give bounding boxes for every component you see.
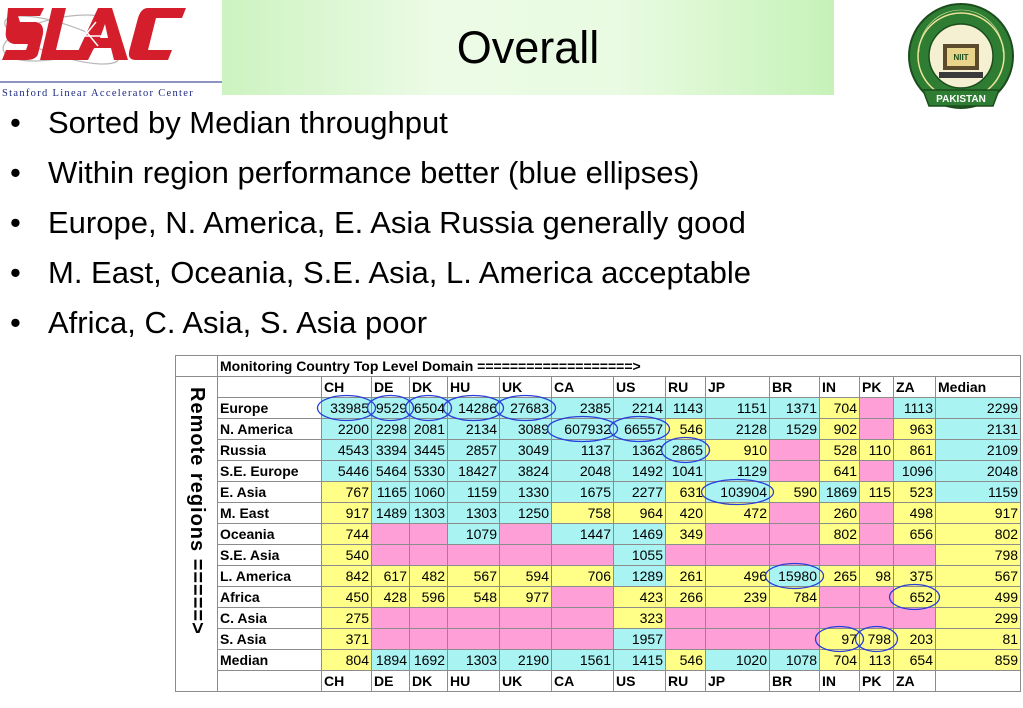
table-cell: 66557 xyxy=(614,419,666,440)
table-cell xyxy=(500,608,552,629)
table-cell: 1330 xyxy=(500,482,552,503)
table-cell: 1250 xyxy=(500,503,552,524)
table-cell: 3394 xyxy=(372,440,410,461)
bullet-text: M. East, Oceania, S.E. Asia, L. America acceptable xyxy=(48,255,752,290)
table-cell: 652 xyxy=(894,587,936,608)
table-cell: 523 xyxy=(894,482,936,503)
table-row xyxy=(176,545,1021,566)
table-cell: 964 xyxy=(614,503,666,524)
table-cell: 2048 xyxy=(552,461,614,482)
bullet-text: Africa, C. Asia, S. Asia poor xyxy=(48,305,428,340)
table-cell xyxy=(860,608,894,629)
table-cell: 977 xyxy=(500,587,552,608)
bullet-item xyxy=(8,148,751,198)
table-cell: 917 xyxy=(936,503,1021,524)
table-row xyxy=(176,440,1021,461)
region-label: E. Asia xyxy=(218,482,322,503)
region-label: Oceania xyxy=(218,524,322,545)
column-header: UK xyxy=(500,377,552,398)
table-row xyxy=(176,587,1021,608)
table-cell: 5446 xyxy=(322,461,372,482)
table-cell: 15980 xyxy=(770,566,820,587)
bottom-column-header: US xyxy=(614,671,666,692)
table-cell: 2299 xyxy=(936,398,1021,419)
table-row xyxy=(176,650,1021,671)
table-row xyxy=(176,482,1021,503)
table-cell xyxy=(410,545,448,566)
bottom-column-header: HU xyxy=(448,671,500,692)
table-cell xyxy=(666,608,706,629)
table-cell: 265 xyxy=(820,566,860,587)
table-cell: 18427 xyxy=(448,461,500,482)
table-cell xyxy=(410,524,448,545)
table-cell: 1060 xyxy=(410,482,448,503)
table-cell: 594 xyxy=(500,566,552,587)
table-cell: 596 xyxy=(410,587,448,608)
table-cell xyxy=(860,587,894,608)
column-header: IN xyxy=(820,377,860,398)
throughput-table xyxy=(175,355,1021,692)
table-cell: 266 xyxy=(666,587,706,608)
table-cell: 5464 xyxy=(372,461,410,482)
bullet-glyph: • xyxy=(10,205,21,240)
bullet-glyph: • xyxy=(10,255,21,290)
table-cell: 1159 xyxy=(448,482,500,503)
table-cell: 607932 xyxy=(552,419,614,440)
bullet-text: Europe, N. America, E. Asia Russia generally good xyxy=(48,205,746,240)
table-cell: 567 xyxy=(448,566,500,587)
region-label: Russia xyxy=(218,440,322,461)
table-cell: 567 xyxy=(936,566,1021,587)
table-cell: 1529 xyxy=(770,419,820,440)
column-header: US xyxy=(614,377,666,398)
bottom-row-corner xyxy=(218,671,322,692)
table-cell xyxy=(552,608,614,629)
table-cell: 260 xyxy=(820,503,860,524)
table-cell: 375 xyxy=(894,566,936,587)
region-label: Median xyxy=(218,650,322,671)
table-cell: 9529 xyxy=(372,398,410,419)
table-cell: 1129 xyxy=(706,461,770,482)
table-row xyxy=(176,608,1021,629)
table-cell: 2298 xyxy=(372,419,410,440)
table-cell: 1371 xyxy=(770,398,820,419)
table-cell: 2865 xyxy=(666,440,706,461)
table-cell: 1137 xyxy=(552,440,614,461)
table-cell: 423 xyxy=(614,587,666,608)
table-cell: 1469 xyxy=(614,524,666,545)
table-cell: 2048 xyxy=(936,461,1021,482)
table-cell: 110 xyxy=(860,440,894,461)
table-cell: 1894 xyxy=(372,650,410,671)
bullet-item xyxy=(8,298,751,348)
table-cell xyxy=(820,608,860,629)
table-cell: 5330 xyxy=(410,461,448,482)
table-cell: 641 xyxy=(820,461,860,482)
table-cell: 450 xyxy=(322,587,372,608)
table-cell: 1143 xyxy=(666,398,706,419)
table-cell xyxy=(500,524,552,545)
table-cell: 1957 xyxy=(614,629,666,650)
table-row xyxy=(176,398,1021,419)
table-cell: 1869 xyxy=(820,482,860,503)
table-cell: 6504 xyxy=(410,398,448,419)
column-header: CA xyxy=(552,377,614,398)
table-cell: 617 xyxy=(372,566,410,587)
bullet-text: Sorted by Median throughput xyxy=(48,105,448,140)
table-cell: 498 xyxy=(894,503,936,524)
bullet-glyph: • xyxy=(10,305,21,340)
column-header: CH xyxy=(322,377,372,398)
table-cell: 1289 xyxy=(614,566,666,587)
table-cell: 1489 xyxy=(372,503,410,524)
table-cell: 1675 xyxy=(552,482,614,503)
bottom-column-header: JP xyxy=(706,671,770,692)
table-cell: 798 xyxy=(936,545,1021,566)
table-cell xyxy=(410,608,448,629)
table-row xyxy=(176,419,1021,440)
table-cell: 1303 xyxy=(410,503,448,524)
table-cell: 1561 xyxy=(552,650,614,671)
table-cell: 499 xyxy=(936,587,1021,608)
table-cell: 1079 xyxy=(448,524,500,545)
table-cell xyxy=(448,545,500,566)
table-cell: 590 xyxy=(770,482,820,503)
table-cell: 1492 xyxy=(614,461,666,482)
table-cell: 1113 xyxy=(894,398,936,419)
table-cell xyxy=(860,545,894,566)
table-cell xyxy=(770,503,820,524)
table-cell: 115 xyxy=(860,482,894,503)
table-cell: 704 xyxy=(820,650,860,671)
table-cell xyxy=(894,608,936,629)
table-cell: 1303 xyxy=(448,503,500,524)
row-header-corner xyxy=(218,377,322,398)
table-cell: 2857 xyxy=(448,440,500,461)
bottom-column-header: CA xyxy=(552,671,614,692)
bullet-glyph: • xyxy=(10,105,21,140)
table-row xyxy=(176,503,1021,524)
bottom-column-header: DK xyxy=(410,671,448,692)
table-cell: 902 xyxy=(820,419,860,440)
table-row xyxy=(176,566,1021,587)
table-cell: 371 xyxy=(322,629,372,650)
table-cell: 1055 xyxy=(614,545,666,566)
table-cell: 784 xyxy=(770,587,820,608)
table-cell: 1362 xyxy=(614,440,666,461)
bottom-median-corner xyxy=(936,671,1021,692)
column-header: DE xyxy=(372,377,410,398)
table-cell: 299 xyxy=(936,608,1021,629)
column-header: JP xyxy=(706,377,770,398)
table-cell: 654 xyxy=(894,650,936,671)
bottom-column-header: RU xyxy=(666,671,706,692)
table-corner xyxy=(176,356,218,377)
table-cell: 203 xyxy=(894,629,936,650)
region-label: L. America xyxy=(218,566,322,587)
bottom-column-header: IN xyxy=(820,671,860,692)
remote-regions-header xyxy=(176,377,218,692)
nust-logo xyxy=(905,2,1017,114)
bullet-item xyxy=(8,198,751,248)
table-cell: 1041 xyxy=(666,461,706,482)
column-header: Median xyxy=(936,377,1021,398)
region-label: S. Asia xyxy=(218,629,322,650)
bottom-column-header: DE xyxy=(372,671,410,692)
table-cell: 1159 xyxy=(936,482,1021,503)
table-cell: 97 xyxy=(820,629,860,650)
table-cell: 81 xyxy=(936,629,1021,650)
table-cell xyxy=(448,608,500,629)
slac-caption: Stanford Linear Accelerator Center xyxy=(2,88,195,99)
table-cell xyxy=(894,545,936,566)
svg-text:PAKISTAN: PAKISTAN xyxy=(936,94,986,105)
table-row xyxy=(176,629,1021,650)
slac-logo xyxy=(0,0,222,100)
table-cell: 910 xyxy=(706,440,770,461)
table-cell: 798 xyxy=(860,629,894,650)
table-cell: 275 xyxy=(322,608,372,629)
table-cell: 706 xyxy=(552,566,614,587)
table-cell: 1096 xyxy=(894,461,936,482)
table-cell: 859 xyxy=(936,650,1021,671)
table-cell: 548 xyxy=(448,587,500,608)
table-cell xyxy=(706,608,770,629)
table-cell: 2214 xyxy=(614,398,666,419)
region-label: C. Asia xyxy=(218,608,322,629)
table-cell: 1020 xyxy=(706,650,770,671)
table-cell xyxy=(410,629,448,650)
page-title: Overall xyxy=(456,21,600,73)
table-cell: 2277 xyxy=(614,482,666,503)
bullet-list xyxy=(8,98,751,348)
table-cell xyxy=(706,524,770,545)
table-cell: 482 xyxy=(410,566,448,587)
table-cell: 2131 xyxy=(936,419,1021,440)
table-cell: 239 xyxy=(706,587,770,608)
table-cell: 656 xyxy=(894,524,936,545)
table-cell: 2081 xyxy=(410,419,448,440)
bottom-column-header: PK xyxy=(860,671,894,692)
table-cell: 3089 xyxy=(500,419,552,440)
bullet-item xyxy=(8,98,751,148)
table-cell: 842 xyxy=(322,566,372,587)
table-cell: 1692 xyxy=(410,650,448,671)
column-header: DK xyxy=(410,377,448,398)
table-cell: 1303 xyxy=(448,650,500,671)
table-cell xyxy=(860,419,894,440)
table-cell: 546 xyxy=(666,419,706,440)
table-cell: 33985 xyxy=(322,398,372,419)
table-cell: 1415 xyxy=(614,650,666,671)
column-header: ZA xyxy=(894,377,936,398)
table-cell: 2200 xyxy=(322,419,372,440)
table-cell: 963 xyxy=(894,419,936,440)
table-cell xyxy=(552,587,614,608)
table-cell xyxy=(770,524,820,545)
table-cell: 103904 xyxy=(706,482,770,503)
table-cell: 349 xyxy=(666,524,706,545)
table-cell xyxy=(372,524,410,545)
table-cell xyxy=(372,629,410,650)
table-cell xyxy=(860,461,894,482)
bottom-column-header: BR xyxy=(770,671,820,692)
table-cell: 1151 xyxy=(706,398,770,419)
table-cell: 2385 xyxy=(552,398,614,419)
remote-regions-label: Remote regions =====> xyxy=(186,387,208,635)
table-cell: 3445 xyxy=(410,440,448,461)
table-cell: 1165 xyxy=(372,482,410,503)
region-label: N. America xyxy=(218,419,322,440)
svg-text:NIIT: NIIT xyxy=(953,53,969,62)
table-cell: 1447 xyxy=(552,524,614,545)
table-cell: 113 xyxy=(860,650,894,671)
region-label: S.E. Europe xyxy=(218,461,322,482)
table-cell: 2128 xyxy=(706,419,770,440)
table-cell xyxy=(860,524,894,545)
table-cell: 496 xyxy=(706,566,770,587)
region-label: Europe xyxy=(218,398,322,419)
table-cell xyxy=(500,545,552,566)
table-cell xyxy=(770,629,820,650)
table-cell xyxy=(860,398,894,419)
table-cell: 540 xyxy=(322,545,372,566)
title-bar xyxy=(222,0,834,95)
table-cell: 27683 xyxy=(500,398,552,419)
bullet-text: Within region performance better (blue ellipses) xyxy=(48,155,700,190)
region-label: Africa xyxy=(218,587,322,608)
column-header: BR xyxy=(770,377,820,398)
table-cell xyxy=(820,545,860,566)
table-cell xyxy=(666,545,706,566)
table-cell: 758 xyxy=(552,503,614,524)
table-cell xyxy=(820,587,860,608)
table-cell: 744 xyxy=(322,524,372,545)
table-cell: 917 xyxy=(322,503,372,524)
table-cell xyxy=(666,629,706,650)
throughput-table-container xyxy=(175,355,1020,705)
region-label: S.E. Asia xyxy=(218,545,322,566)
table-cell xyxy=(552,629,614,650)
table-cell: 802 xyxy=(936,524,1021,545)
table-cell: 4543 xyxy=(322,440,372,461)
table-cell: 631 xyxy=(666,482,706,503)
table-cell: 704 xyxy=(820,398,860,419)
table-row xyxy=(176,461,1021,482)
column-header: HU xyxy=(448,377,500,398)
table-cell: 472 xyxy=(706,503,770,524)
table-cell: 546 xyxy=(666,650,706,671)
table-cell: 323 xyxy=(614,608,666,629)
table-cell: 14286 xyxy=(448,398,500,419)
table-cell: 2190 xyxy=(500,650,552,671)
region-label: M. East xyxy=(218,503,322,524)
table-cell xyxy=(770,461,820,482)
table-cell: 2134 xyxy=(448,419,500,440)
bottom-column-header: UK xyxy=(500,671,552,692)
table-cell xyxy=(706,629,770,650)
table-cell: 861 xyxy=(894,440,936,461)
table-cell: 1078 xyxy=(770,650,820,671)
table-cell xyxy=(372,608,410,629)
table-cell: 98 xyxy=(860,566,894,587)
bottom-column-header: CH xyxy=(322,671,372,692)
table-cell: 428 xyxy=(372,587,410,608)
column-header: RU xyxy=(666,377,706,398)
table-cell: 2109 xyxy=(936,440,1021,461)
bottom-column-header: ZA xyxy=(894,671,936,692)
column-header: PK xyxy=(860,377,894,398)
bullet-glyph: • xyxy=(10,155,21,190)
table-cell: 802 xyxy=(820,524,860,545)
table-cell xyxy=(770,440,820,461)
monitoring-country-header: Monitoring Country Top Level Domain ===================> xyxy=(218,356,1021,377)
table-row xyxy=(176,524,1021,545)
table-cell: 420 xyxy=(666,503,706,524)
table-cell xyxy=(770,545,820,566)
table-cell: 804 xyxy=(322,650,372,671)
table-cell xyxy=(706,545,770,566)
table-cell xyxy=(770,608,820,629)
table-cell: 3049 xyxy=(500,440,552,461)
table-cell: 261 xyxy=(666,566,706,587)
table-cell xyxy=(552,545,614,566)
table-cell xyxy=(372,545,410,566)
table-cell: 767 xyxy=(322,482,372,503)
bullet-item xyxy=(8,248,751,298)
table-cell xyxy=(448,629,500,650)
table-cell: 528 xyxy=(820,440,860,461)
table-cell xyxy=(500,629,552,650)
table-cell: 3824 xyxy=(500,461,552,482)
table-cell xyxy=(860,503,894,524)
